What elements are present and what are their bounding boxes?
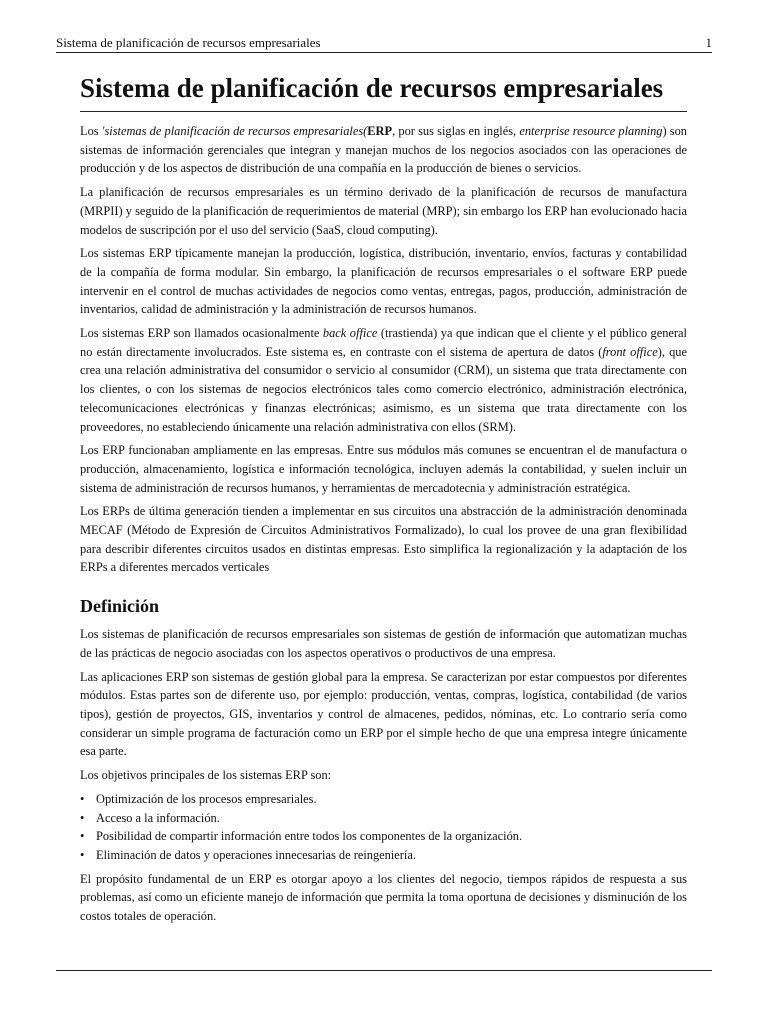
intro-paragraph-5: Los ERP funcionaban ampliamente en las empresas. Entre sus módulos más comunes se encuentran el de manufactura o producción, almacenamiento, logística e información tecnológica, incluyen además la contabilidad, y suelen incluir un sistema de administración de recursos humanos, y herramientas de mercadotecnia y administración estratégica. xyxy=(80,443,687,495)
list-item-text: Optimización de los procesos empresariales. xyxy=(96,791,317,806)
footer-divider xyxy=(56,970,712,971)
list-item-text: Acceso a la información. xyxy=(96,810,220,825)
definicion-paragraph-3: Los objetivos principales de los sistemas ERP son: xyxy=(80,768,332,783)
intro-paragraph-1 xyxy=(80,122,687,178)
intro-paragraph-6: Los ERPs de última generación tienden a implementar en sus circuitos una abstracción de la administración denominada MECAF (Método de Expresión de Circuitos Administrativos Formalizado), lo cual los provee de una gran flexibilidad para describir diferentes circuitos usados en distintas empresas. Esto simplifica la regionalización y la adaptación de los ERPs a diferentes mercados verticales xyxy=(80,504,687,575)
article-body xyxy=(80,72,687,931)
paren-open: ( xyxy=(363,124,368,138)
italic-term-english: enterprise resource planning xyxy=(519,124,663,138)
bullet-icon: • xyxy=(80,829,85,844)
text-run: ) son sistemas de información gerenciales que integran y manejan muchos de los negocios asociados con las operaciones de producción y de los aspectos de distribución de una compañía en la producción de bienes o servicios. xyxy=(80,124,688,176)
bullet-icon: • xyxy=(80,847,85,862)
bold-term-erp: ERP xyxy=(367,124,393,138)
list-item xyxy=(80,827,687,846)
page-number: 1 xyxy=(705,35,712,50)
bullet-icon: • xyxy=(80,791,85,806)
italic-term: 'sistemas de planificación de recursos empresariales xyxy=(101,124,364,138)
text-run: Los sistemas ERP son llamados ocasionalmente xyxy=(80,326,323,341)
objectives-list xyxy=(80,790,687,865)
article-title: Sistema de planificación de recursos empresariales xyxy=(80,72,687,112)
intro-paragraph-4 xyxy=(80,324,687,436)
list-item-text: Posibilidad de compartir información entre todos los componentes de la organización. xyxy=(96,829,523,844)
definicion-paragraph-4: El propósito fundamental de un ERP es otorgar apoyo a los clientes del negocio, tiempos rápidos de respuesta a sus problemas, así como un eficiente manejo de información que permita la toma oportuna de decisiones y disminución de los costos totales de operación. xyxy=(80,871,687,924)
bullet-icon: • xyxy=(80,810,85,825)
list-item xyxy=(80,790,687,809)
section-heading-definicion: Definición xyxy=(80,596,159,617)
intro-paragraph-3: Los sistemas ERP típicamente manejan la producción, logística, distribución, inventario, envíos, facturas y contabilidad de la compañía de forma modular. Sin embargo, la planificación de recursos empresariales o el software ERP puede intervenir en el control de muchas actividades de negocios como ventas, entregas, pagos, producción, administración de inventarios, calidad de administración y la administración de recursos humanos. xyxy=(80,246,687,317)
list-item-text: Eliminación de datos y operaciones innecesarias de reingeniería. xyxy=(96,847,416,862)
text-run: ), que crea una relación administrativa del consumidor o servicio al consumidor (CRM), un sistema que trata directamente con los clientes, o con los sistemas de negocios electrónicos tales como comercio electrónico, administración electrónica, telecomunicaciones electrónicas y finanzas electrónicas; asimismo, es un sistema que trata directamente con los proveedores, no estableciendo únicamente una relación administrativa con ellos (SRM). xyxy=(80,344,687,434)
running-title: Sistema de planificación de recursos empresariales xyxy=(56,35,321,50)
text-run: (trastienda) ya que indican que el cliente y el público general no están directamente involucrados. Este sistema es, en contraste con el sistema de apertura de datos ( xyxy=(80,326,687,359)
text-run: , por sus siglas en inglés, xyxy=(392,124,520,138)
intro-paragraph-2: La planificación de recursos empresariales es un término derivado de la planificación de recursos de manufactura (MRPII) y seguido de la planificación de requerimientos de material (MRP); sin embargo los ERP han evolucionado hacia modelos de suscripción por el uso del servicio (SaaS, cloud computing). xyxy=(80,185,687,237)
italic-term-back-office: back office xyxy=(322,326,378,341)
definicion-paragraph-2: Las aplicaciones ERP son sistemas de gestión global para la empresa. Se caracterizan por estar compuestos por diferentes módulos. Estas partes son de diferente uso, por ejemplo: producción, ventas, compras, logística, contabilidad (de varios tipos), gestión de proyectos, GIS, inventarios y control de almacenes, pedidos, nóminas, etc. Lo contrario sería como considerar un simple programa de facturación como un ERP por el simple hecho de que una empresa integre únicamente esa parte. xyxy=(80,669,687,759)
text-run: Los xyxy=(80,124,102,138)
list-item xyxy=(80,809,687,828)
italic-term-front-office: front office xyxy=(602,344,658,359)
definicion-paragraph-1: Los sistemas de planificación de recursos empresariales son sistemas de gestión de información que automatizan muchas de las prácticas de negocio asociadas con los aspectos operativos o productivos de una empresa. xyxy=(80,627,687,660)
page-header xyxy=(56,34,712,53)
list-item xyxy=(80,846,687,865)
